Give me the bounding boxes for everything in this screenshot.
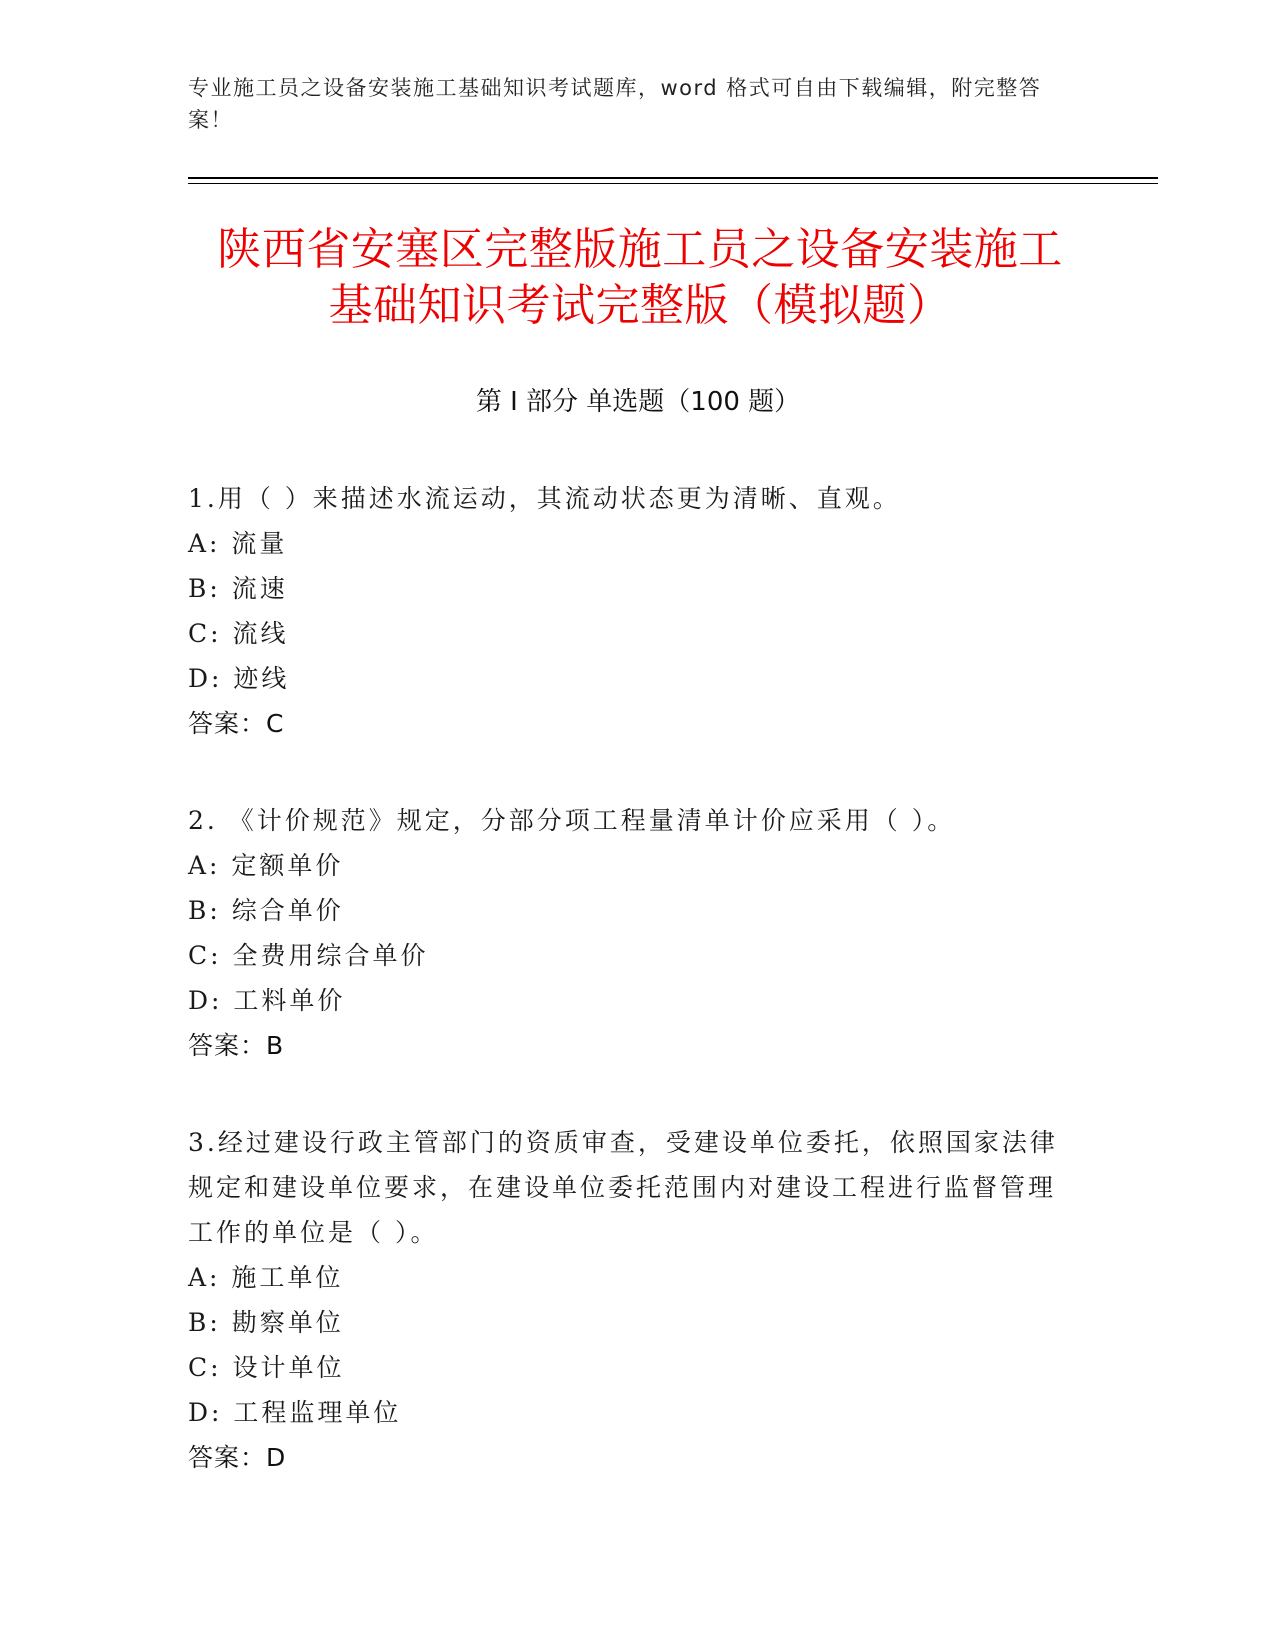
section-title: 第 I 部分 单选题（100 题）	[475, 387, 801, 417]
question-3	[188, 1120, 1068, 1480]
option-c: C: 流线	[188, 619, 289, 648]
option-b: B: 流速	[188, 574, 288, 603]
question-text: 3.经过建设行政主管部门的资质审查，受建设单位委托，依照国家法律规定和建设单位要求，在建设单位委托范围内对建设工程进行监督管理工作的单位是（ ）。	[188, 1128, 1058, 1247]
document-title-line-1: 陕西省安塞区完整版施工员之设备安装施工	[217, 224, 1063, 275]
option-a: A: 定额单价	[188, 851, 344, 880]
option-a: A: 施工单位	[188, 1263, 344, 1292]
question-2	[188, 798, 1068, 1068]
option-a: A: 流量	[188, 529, 288, 558]
option-d: D: 迹线	[188, 664, 290, 693]
option-c: C: 设计单位	[188, 1353, 345, 1382]
answer: 答案：C	[188, 709, 285, 738]
header-rule-thick	[188, 177, 1158, 179]
question-text: 1.用（ ）来描述水流运动，其流动状态更为清晰、直观。	[188, 484, 901, 513]
header-rule-thin	[188, 183, 1158, 184]
option-b: B: 综合单价	[188, 896, 344, 925]
option-d: D: 工程监理单位	[188, 1398, 402, 1427]
option-c: C: 全费用综合单价	[188, 941, 429, 970]
option-b: B: 勘察单位	[188, 1308, 344, 1337]
document-title	[180, 222, 1100, 334]
question-text: 2. 《计价规范》规定，分部分项工程量清单计价应采用（ ）。	[188, 806, 956, 835]
header-note: 专业施工员之设备安装施工基础知识考试题库，word 格式可自由下载编辑，附完整答案！	[188, 76, 1042, 132]
answer: 答案：D	[188, 1443, 287, 1472]
answer: 答案：B	[188, 1031, 285, 1060]
option-d: D: 工料单价	[188, 986, 346, 1015]
question-1	[188, 476, 1068, 746]
document-title-line-2: 基础知识考试完整版（模拟题）	[328, 280, 952, 331]
question-list	[188, 476, 1068, 1532]
